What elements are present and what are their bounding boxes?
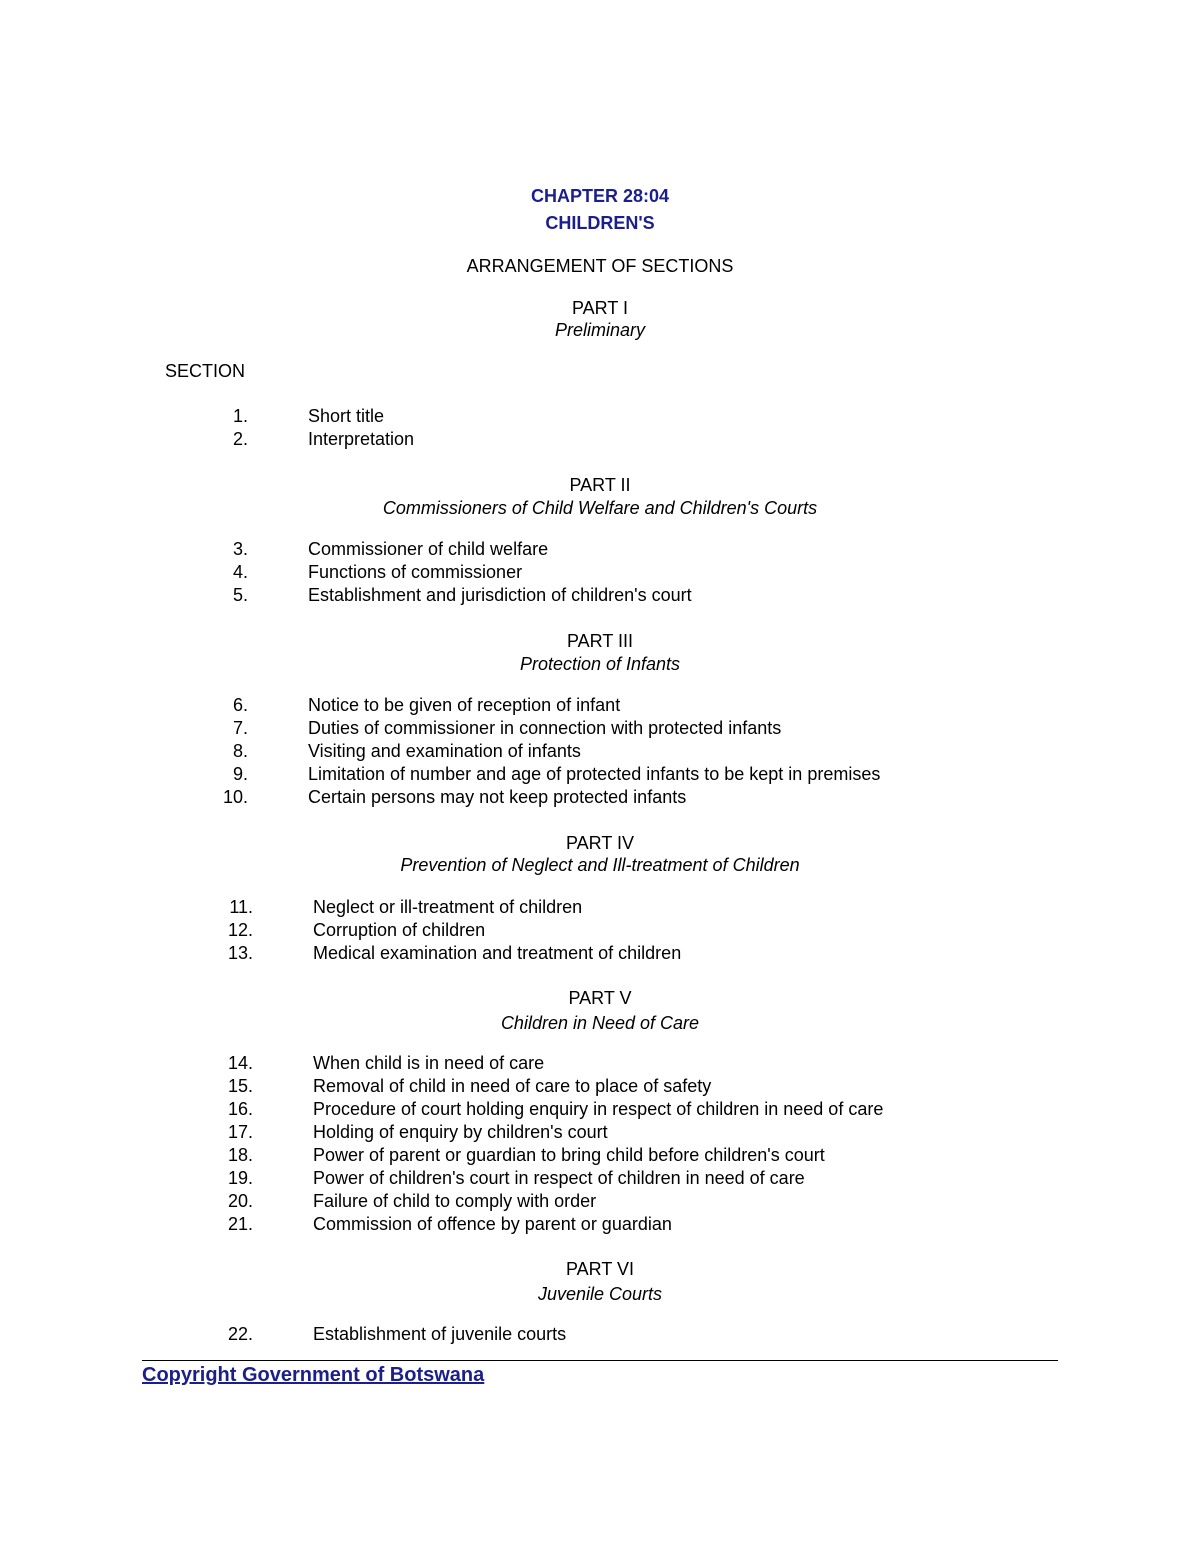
- section-title: Holding of enquiry by children's court: [313, 1122, 608, 1142]
- section-column-label: SECTION: [165, 361, 246, 381]
- section-number: 6.: [232, 695, 248, 715]
- part-subtitle: Juvenile Courts: [537, 1284, 663, 1304]
- section-number: 17.: [227, 1122, 253, 1142]
- chapter-title: CHILDREN'S: [545, 213, 655, 233]
- section-title: Commission of offence by parent or guardian: [313, 1214, 672, 1234]
- section-number: 19.: [227, 1168, 253, 1188]
- footer-divider: [142, 1360, 1058, 1361]
- part-label: PART II: [569, 475, 631, 495]
- part-label: PART IV: [565, 833, 635, 853]
- section-number: 20.: [227, 1191, 253, 1211]
- part-label: PART III: [566, 631, 634, 651]
- section-number: 4.: [232, 562, 248, 582]
- section-title: Medical examination and treatment of children: [313, 943, 682, 963]
- section-title: Functions of commissioner: [308, 562, 523, 582]
- section-title: Commissioner of child welfare: [308, 539, 549, 559]
- section-number: 5.: [232, 585, 248, 605]
- section-title: When child is in need of care: [313, 1053, 545, 1073]
- section-number: 1.: [232, 406, 248, 426]
- chapter-number: CHAPTER 28:04: [530, 186, 670, 206]
- section-title: Removal of child in need of care to place of safety: [313, 1076, 712, 1096]
- section-title: Power of parent or guardian to bring child before children's court: [313, 1145, 825, 1165]
- section-number: 9.: [232, 764, 248, 784]
- section-title: Establishment and jurisdiction of children's court: [308, 585, 692, 605]
- section-number: 8.: [232, 741, 248, 761]
- section-title: Notice to be given of reception of infant: [308, 695, 621, 715]
- section-number: 18.: [227, 1145, 253, 1165]
- section-title: Neglect or ill-treatment of children: [313, 897, 583, 917]
- section-number: 15.: [227, 1076, 253, 1096]
- section-title: Corruption of children: [313, 920, 486, 940]
- section-number: 7.: [232, 718, 248, 738]
- part-label: PART V: [568, 988, 632, 1008]
- section-title: Power of children's court in respect of children in need of care: [313, 1168, 805, 1188]
- section-number: 21.: [227, 1214, 253, 1234]
- section-title: Interpretation: [308, 429, 415, 449]
- part-subtitle: Children in Need of Care: [500, 1013, 700, 1033]
- section-number: 2.: [232, 429, 248, 449]
- section-number: 11.: [229, 897, 253, 917]
- section-number: 13.: [227, 943, 253, 963]
- section-title: Establishment of juvenile courts: [313, 1324, 567, 1344]
- part-subtitle: Preliminary: [554, 320, 646, 340]
- section-title: Short title: [308, 406, 385, 426]
- section-title: Limitation of number and age of protected infants to be kept in premises: [308, 764, 881, 784]
- section-title: Certain persons may not keep protected infants: [308, 787, 687, 807]
- section-number: 10.: [222, 787, 248, 807]
- copyright-link[interactable]: Copyright Government of Botswana: [142, 1364, 485, 1386]
- section-title: Duties of commissioner in connection with protected infants: [308, 718, 782, 738]
- part-subtitle: Commissioners of Child Welfare and Children's Courts: [382, 498, 818, 518]
- section-number: 14.: [227, 1053, 253, 1073]
- section-number: 22.: [227, 1324, 253, 1344]
- section-number: 12.: [227, 920, 253, 940]
- section-title: Procedure of court holding enquiry in respect of children in need of care: [313, 1099, 884, 1119]
- section-title: Visiting and examination of infants: [308, 741, 581, 761]
- section-title: Failure of child to comply with order: [313, 1191, 597, 1211]
- part-subtitle: Protection of Infants: [519, 654, 681, 674]
- arrangement-heading: ARRANGEMENT OF SECTIONS: [466, 256, 734, 276]
- part-label: PART I: [571, 298, 629, 318]
- part-subtitle: Prevention of Neglect and Ill-treatment of Children: [400, 855, 800, 875]
- section-number: 16.: [227, 1099, 253, 1119]
- section-number: 3.: [232, 539, 248, 559]
- part-label: PART VI: [565, 1259, 635, 1279]
